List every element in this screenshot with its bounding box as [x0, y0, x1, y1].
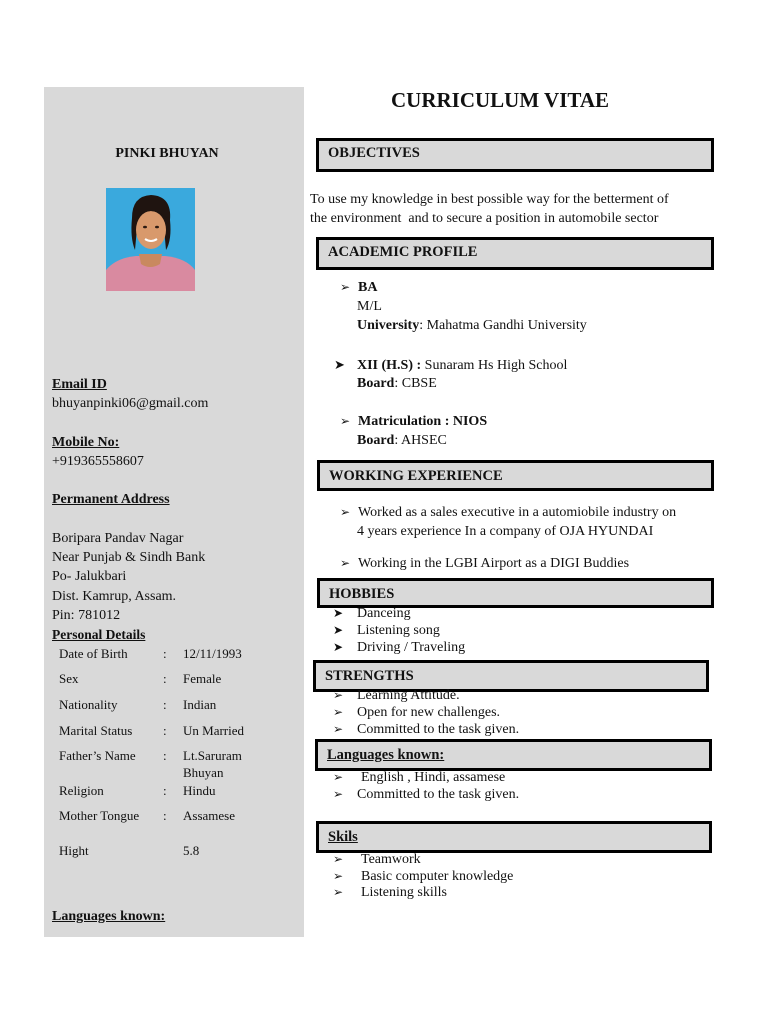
address-line: Po- Jalukbari [52, 569, 127, 584]
personal-value: Female [183, 671, 222, 686]
address-label: Permanent Address [52, 492, 170, 507]
sidebar-languages-label: Languages known: [52, 909, 166, 924]
email-value: bhuyanpinki06@gmail.com [52, 396, 209, 411]
arrow-bullet-icon: ➢ [333, 852, 344, 866]
objectives-line: To use my knowledge in best possible way for the betterment of [310, 192, 669, 207]
academic-xii-board: Board: CBSE [357, 376, 437, 391]
arrow-bullet-icon: ➢ [333, 770, 344, 784]
hobby-item: ➤ Danceing [333, 606, 411, 621]
personal-sep: : [163, 671, 167, 686]
personal-key: Marital Status [59, 723, 133, 738]
personal-sep: : [163, 697, 167, 712]
personal-value: Hindu [183, 783, 216, 798]
hobbies-heading: HOBBIES [317, 578, 714, 608]
address-line: Boripara Pandav Nagar [52, 531, 184, 546]
personal-value: Assamese [183, 808, 235, 823]
personal-sep: : [163, 723, 167, 738]
academic-item-xii: ➤ XII (H.S) : Sunaram Hs High School [334, 357, 568, 373]
email-label: Email ID [52, 377, 107, 392]
personal-value: 5.8 [183, 843, 200, 858]
work-item: ➢ Worked as a sales executive in a automiobile industry on [340, 505, 677, 520]
person-portrait-icon [106, 188, 195, 291]
skill-item: ➢ Basic computer knowledge [333, 869, 514, 884]
work-item-cont: 4 years experience In a company of OJA HYUNDAI [357, 524, 654, 539]
arrow-bullet-icon: ➢ [333, 787, 344, 801]
candidate-name: PINKI BHUYAN [115, 146, 219, 161]
personal-value: Un Married [183, 723, 245, 738]
personal-sep: : [163, 808, 167, 823]
arrow-bullet-icon: ➢ [340, 505, 351, 519]
arrow-bullet-icon: ➢ [333, 688, 344, 702]
strength-item: ➢ Learning Attitude. [333, 688, 460, 703]
personal-sep: : [163, 646, 167, 661]
arrow-bullet-icon: ➢ [333, 705, 344, 719]
address-line: Dist. Kamrup, Assam. [52, 589, 177, 604]
languages-heading: Languages known: [315, 739, 712, 771]
academic-matric-board: Board: AHSEC [357, 433, 447, 448]
personal-key: Date of Birth [59, 646, 128, 661]
hobby-item: ➤ Driving / Traveling [333, 640, 466, 655]
mobile-label: Mobile No: [52, 435, 120, 450]
hobby-item: ➤ Listening song [333, 623, 440, 638]
language-item: ➢ English , Hindi, assamese [333, 770, 506, 785]
personal-value: Indian [183, 697, 217, 712]
arrow-bullet-icon: ➤ [334, 357, 345, 372]
academic-item-ba: ➢ BA [340, 280, 378, 295]
personal-sep: : [163, 783, 167, 798]
personal-key: Father’s Name [59, 748, 136, 763]
profile-photo [106, 188, 195, 291]
academic-heading: ACADEMIC PROFILE [316, 237, 714, 270]
personal-value-cont: Bhuyan [183, 765, 224, 780]
objectives-heading: OBJECTIVES [316, 138, 714, 172]
arrow-bullet-icon: ➤ [333, 640, 344, 654]
strength-item: ➢ Open for new challenges. [333, 705, 501, 720]
arrow-bullet-icon: ➢ [340, 556, 351, 570]
personal-key: Religion [59, 783, 104, 798]
academic-ba-sub: M/L [357, 299, 382, 314]
arrow-bullet-icon: ➢ [333, 869, 344, 883]
personal-key: Nationality [59, 697, 118, 712]
personal-value: Lt.Saruram [183, 748, 242, 763]
page-title: CURRICULUM VITAE [391, 88, 609, 112]
academic-item-matric: ➢ Matriculation : NIOS [340, 414, 488, 429]
address-line: Near Punjab & Sindh Bank [52, 550, 206, 565]
personal-key: Mother Tongue [59, 808, 140, 823]
arrow-bullet-icon: ➢ [340, 414, 351, 428]
work-heading: WORKING EXPERIENCE [317, 460, 714, 491]
arrow-bullet-icon: ➤ [333, 623, 344, 637]
arrow-bullet-icon: ➤ [333, 606, 344, 620]
academic-ba-university: University: Mahatma Gandhi University [357, 318, 587, 333]
strength-item: ➢ Committed to the task given. [333, 722, 520, 737]
work-item: ➢ Working in the LGBI Airport as a DIGI Buddies [340, 556, 630, 571]
skill-item: ➢ Listening skills [333, 885, 447, 900]
arrow-bullet-icon: ➢ [340, 280, 351, 294]
personal-key: Sex [59, 671, 79, 686]
personal-key: Hight [59, 843, 89, 858]
objectives-text [310, 190, 669, 228]
arrow-bullet-icon: ➢ [333, 885, 344, 899]
personal-sep: : [163, 748, 167, 763]
arrow-bullet-icon: ➢ [333, 722, 344, 736]
language-item: ➢ Committed to the task given. [333, 787, 520, 802]
skills-heading: Skils [316, 821, 712, 853]
mobile-value: +919365558607 [52, 454, 144, 469]
personal-value: 12/11/1993 [183, 646, 242, 661]
strengths-heading: STRENGTHS [313, 660, 709, 692]
skill-item: ➢ Teamwork [333, 852, 421, 867]
objectives-line: the environment and to secure a position in automobile sector [310, 211, 659, 226]
personal-details-label: Personal Details [52, 627, 146, 642]
address-line: Pin: 781012 [52, 608, 121, 623]
